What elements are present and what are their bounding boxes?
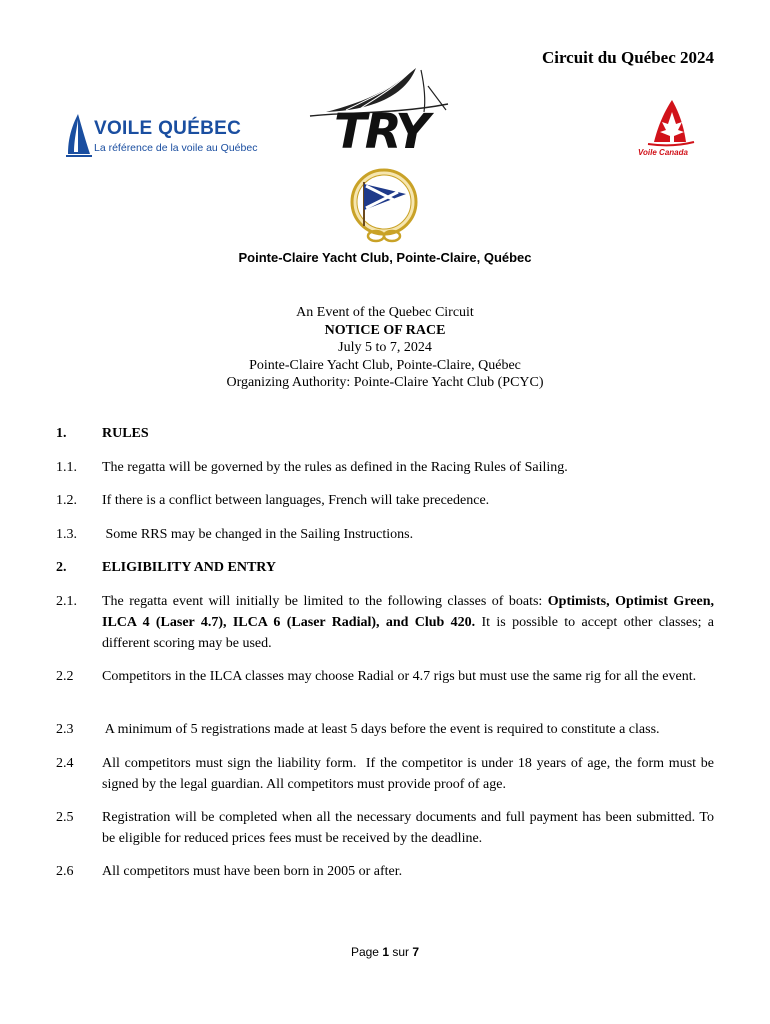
burgee-flag-icon [348, 168, 420, 246]
clause-text: Competitors in the ILCA classes may choose Radial or 4.7 rigs but must use the same rig for all the event. [102, 669, 697, 684]
voile-canada-name: Voile Canada [638, 148, 688, 157]
organizing-authority: Organizing Authority: Pointe-Claire Yacht Club (PCYC) [226, 375, 544, 390]
page-total: 7 [412, 945, 420, 959]
notice-header [0, 304, 770, 392]
try-logo [306, 64, 452, 160]
clause-number: 2.3 [56, 722, 74, 737]
voile-quebec-name: VOILE QUÉBEC [94, 118, 242, 139]
clause-text: A minimum of 5 registrations made at least 5 days before the event is required to constitute a class. [102, 722, 660, 737]
section-number: 2. [56, 560, 67, 575]
page-label: Page [350, 945, 383, 959]
voile-quebec-tagline: La référence de la voile au Québec [94, 142, 258, 154]
try-text: TRY [334, 104, 429, 160]
event-dates: July 5 to 7, 2024 [338, 340, 432, 355]
page-footer [0, 945, 770, 959]
club-location-line: Pointe-Claire Yacht Club, Pointe-Claire, Québec [238, 250, 532, 265]
circuit-title: Circuit du Québec 2024 [541, 48, 714, 67]
page-separator: sur [389, 945, 413, 959]
clause-text: All competitors must have been born in 2005 or after. [102, 864, 403, 879]
clause-text: All competitors must sign the liability form. If the competitor is under 18 years of age, the form must be signed by the legal guardian. All competitors must provide proof of age. [102, 756, 718, 792]
clause-number: 2.6 [56, 864, 74, 879]
clause-number: 2.4 [56, 756, 74, 771]
clause-text-part: It is possible to accept other classes; a different scoring may be used. [102, 615, 714, 651]
pcyc-logo [348, 168, 420, 246]
sail-icon [64, 112, 94, 158]
section-title-rules: RULES [102, 426, 149, 441]
event-description: An Event of the Quebec Circuit [296, 305, 474, 320]
class-list: Optimists, Optimist Green, ILCA 4 (Laser 4.7), ILCA 6 (Laser Radial), and Club 420. [102, 594, 714, 630]
clause-number: 2.5 [56, 810, 74, 825]
clause-text [102, 591, 714, 654]
maple-leaf-sail-icon [634, 98, 704, 148]
clause-number: 1.3. [56, 527, 77, 542]
voile-canada-logo [634, 98, 704, 164]
clause-number: 2.2 [56, 669, 74, 684]
notice-of-race-title: NOTICE OF RACE [324, 322, 446, 338]
clause-text-part: The regatta event will initially be limited to the following classes of boats: [102, 594, 548, 609]
section-number: 1. [56, 426, 67, 441]
page-number: 1 [382, 945, 389, 959]
section-title-eligibility: ELIGIBILITY AND ENTRY [102, 560, 277, 575]
clause-number: 1.1. [56, 460, 77, 475]
clause-text: Some RRS may be changed in the Sailing Instructions. [102, 527, 414, 542]
clause-text: Registration will be completed when all the necessary documents and full payment has been submitted. To be eligible for reduced prices fees must be received by the deadline. [102, 810, 714, 846]
clause-number: 1.2. [56, 493, 77, 508]
event-venue: Pointe-Claire Yacht Club, Pointe-Claire, Québec [249, 357, 521, 373]
clause-text: The regatta will be governed by the rules as defined in the Racing Rules of Sailing. [102, 460, 568, 475]
clause-text: If there is a conflict between languages, French will take precedence. [102, 493, 490, 508]
voile-quebec-logo [64, 112, 258, 160]
clause-number: 2.1. [56, 594, 77, 609]
